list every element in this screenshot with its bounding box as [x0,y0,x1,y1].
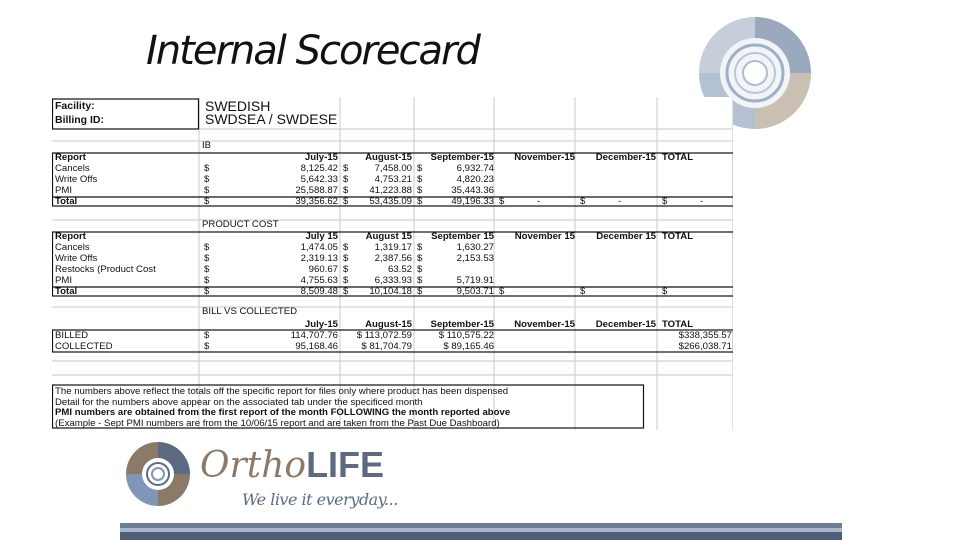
pc-cell-sep: 1,630.27 [456,242,494,253]
pc-currency: $ [499,286,505,297]
bc-currency: $ [204,341,210,352]
pc-header-total: TOTAL [662,231,694,242]
tb-row-label: PMI [55,185,73,196]
pc-row-label: Restocks (Product Cost [55,264,156,275]
pc-currency: $ [417,253,423,264]
pc-caption: PRODUCT COST [202,219,279,230]
bc-row-label: COLLECTED [55,341,113,352]
tb-currency: $ [662,196,668,207]
tb-cell-aug: 41,223.88 [369,185,412,196]
pc-header-july: July 15 [305,231,338,242]
pc-cell-aug: 10,104.18 [369,286,412,297]
tb-currency: $ [343,174,349,185]
note-line: Detail for the numbers above appear on the associated tab under the specificed month [55,396,423,408]
tb-header-july: July-15 [304,152,338,163]
pc-header-nov: November 15 [514,231,575,242]
bc-cell-sep: $ 89,165.46 [443,341,494,352]
pc-currency: $ [662,286,668,297]
pc-row-label: Cancels [55,242,90,253]
bc-currency: $ [204,330,210,341]
tb-header-total: TOTAL [662,152,694,163]
tb-header-label: Report [55,152,86,163]
pc-cell-aug: 6,333.93 [374,275,412,286]
tb-currency: $ [204,174,210,185]
pc-currency: $ [204,242,210,253]
bc-row-label: BILLED [55,330,89,341]
pc-cell-sep: 2,153.53 [456,253,494,264]
tb-cell-sep: 6,932.74 [456,163,494,174]
pc-currency: $ [343,275,349,286]
pc-currency: $ [417,242,423,253]
pc-currency: $ [343,286,349,297]
tb-cell-july: 25,588.87 [295,185,338,196]
tb-currency: $ [417,196,423,207]
tb-currency: $ [343,185,349,196]
tb-cell-dec: - [618,196,622,207]
bc-header-nov: November-15 [514,319,575,330]
logo-tagline: We live it everyday... [242,490,398,509]
tb-cell-sep: 49,196.33 [451,196,494,207]
tb-cell-july: 39,356.62 [295,196,338,207]
tb-row-label: Cancels [55,163,90,174]
tb-cell-sep: 35,443.36 [451,185,494,196]
bc-header-sep: September-15 [430,319,494,330]
pc-header-aug: August 15 [365,231,412,242]
pc-row-label: PMI [55,275,73,286]
tb-caption: IB [202,140,212,151]
bc-cell-total: $338,355.57 [678,330,732,341]
pc-cell-aug: 1,319.17 [374,242,412,253]
logo-brand-light: Ortho [200,445,307,486]
billing-id-value: SWDSEA / SWDESE [205,111,338,127]
ortholife-logo [124,438,398,518]
pc-row-label: Total [55,286,78,297]
billing-id-label: Billing ID: [55,114,104,126]
pc-currency: $ [343,264,349,275]
tb-row-label: Total [55,196,78,207]
footer-stripe-bottom [120,532,842,540]
pc-currency: $ [580,286,586,297]
tb-currency: $ [417,185,423,196]
bc-cell-aug: $ 81,704.79 [361,341,412,352]
tb-currency: $ [343,196,349,207]
tb-currency: $ [204,185,210,196]
pc-row-label: Write Offs [55,253,98,264]
tb-currency: $ [499,196,505,207]
bc-header-aug: August-15 [365,319,412,330]
pc-currency: $ [417,275,423,286]
bc-cell-sep: $ 110,575.22 [438,330,494,341]
pc-currency: $ [204,275,210,286]
note-line: PMI numbers are obtained from the first report of the month FOLLOWING the month reported above [55,407,511,418]
bc-header-total: TOTAL [662,319,694,330]
pc-cell-july: 4,755.63 [300,275,338,286]
bc-caption: BILL VS COLLECTED [202,306,298,317]
pc-cell-aug: 2,387.56 [374,253,412,264]
bc-cell-aug: $ 113,072.59 [356,330,412,341]
tb-header-sep: September-15 [430,152,494,163]
bc-cell-july: 114,707.76 [290,330,338,341]
tb-currency: $ [580,196,586,207]
tb-cell-sep: 4,820.23 [456,174,494,185]
pc-currency: $ [204,253,210,264]
pc-currency: $ [204,264,210,275]
bc-cell-total: $266,038.71 [678,341,732,352]
pc-header-label: Report [55,231,86,242]
tb-cell-total: - [700,196,704,207]
pc-header-dec: December 15 [596,231,656,242]
tb-cell-july: 5,642.33 [300,174,338,185]
pc-cell-july: 8,509.48 [300,286,338,297]
tb-cell-aug: 7,458.00 [374,163,412,174]
tb-cell-aug: 4,753.21 [374,174,412,185]
pc-cell-aug: 63.52 [387,264,412,275]
tb-row-label: Write Offs [55,174,98,185]
tb-currency: $ [417,163,423,174]
pc-currency: $ [343,253,349,264]
tb-currency: $ [343,163,349,174]
pc-currency: $ [343,242,349,253]
bc-header-july: July-15 [304,319,338,330]
page-title: Internal Scorecard [146,28,479,74]
pc-header-sep: September 15 [431,231,494,242]
tb-currency: $ [204,196,210,207]
note-line: The numbers above reflect the totals off the specific report for files only where product has been dispensed [55,386,509,397]
pc-cell-sep: 5,719.91 [456,275,494,286]
tb-cell-aug: 53,435.09 [369,196,412,207]
pc-cell-july: 2,319.13 [300,253,338,264]
note-line: (Example - Sept PMI numbers are from the 10/06/15 report and are taken from the Past Due Dashboard) [55,417,500,429]
tb-cell-nov: - [537,196,541,207]
facility-value: SWEDISH [205,98,271,114]
pc-currency: $ [417,286,423,297]
pc-cell-july: 960.67 [308,264,338,275]
pc-cell-sep: 9,503.71 [456,286,494,297]
bc-header-dec: December-15 [595,319,656,330]
bc-cell-july: 95,168.46 [295,341,338,352]
logo-brand-bold: LIFE [306,444,385,485]
tb-header-dec: December-15 [595,152,656,163]
pc-currency: $ [417,264,423,275]
pc-currency: $ [204,286,210,297]
tb-currency: $ [417,174,423,185]
tb-currency: $ [204,163,210,174]
tb-cell-july: 8,125.42 [300,163,338,174]
facility-label: Facility: [55,100,95,112]
pc-cell-july: 1,474.05 [300,242,338,253]
tb-header-aug: August-15 [365,152,412,163]
logo-emblem-icon [124,440,192,508]
tb-header-nov: November-15 [514,152,575,163]
scorecard-sheet [52,97,733,430]
